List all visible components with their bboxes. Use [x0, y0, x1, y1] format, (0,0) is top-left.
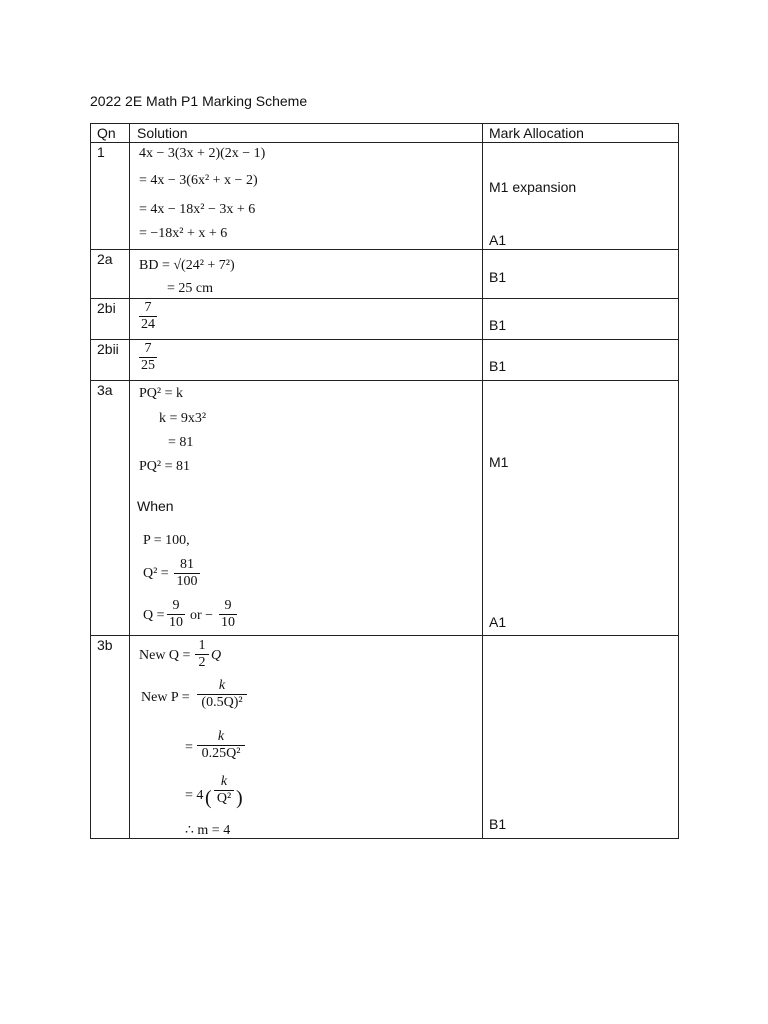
q3b-newq-lhs: New Q =: [139, 648, 191, 663]
q3a-line1: PQ² = k: [139, 386, 183, 401]
q3a-line5: P = 100,: [143, 533, 190, 548]
q2bi-mark: B1: [489, 317, 507, 333]
q3a-line4: PQ² = 81: [139, 459, 190, 474]
q3b-newp-lhs: New P =: [141, 690, 190, 705]
q1-line4: = −18x² + x + 6: [139, 226, 228, 241]
q2bii-denominator: 25: [141, 358, 155, 373]
header-qn: Qn: [97, 125, 116, 141]
q3b-eq2-denominator: 0.25Q²: [201, 746, 241, 761]
q3a-line3: = 81: [168, 435, 194, 450]
q3a-q2-fraction: [174, 557, 200, 590]
qn-2bii: 2bii: [97, 341, 119, 357]
q1-line3: = 4x − 18x² − 3x + 6: [139, 202, 256, 217]
qn-3a: 3a: [97, 382, 113, 398]
document-title: 2022 2E Math P1 Marking Scheme: [90, 93, 308, 109]
q3b-eq3-fraction: [214, 774, 234, 807]
q1-mark-a1: A1: [489, 232, 507, 248]
qn-1: 1: [97, 144, 105, 160]
q3a-q-denominator-2: 10: [221, 615, 235, 630]
q3a-q2-denominator: 100: [176, 574, 198, 589]
q3a-mark-a1: A1: [489, 614, 507, 630]
q2bi-numerator: 7: [144, 300, 152, 315]
q3b-eq3-numerator: k: [220, 774, 228, 789]
q3b-newq-rhs: Q: [211, 648, 222, 663]
q2a-mark: B1: [489, 269, 507, 285]
q3b-newp-fraction: [197, 678, 247, 711]
qn-2a: 2a: [97, 251, 113, 267]
q3a-q-lhs: Q =: [143, 608, 165, 623]
q3b-newq-fraction: [195, 638, 209, 671]
q2bii-numerator: 7: [144, 341, 152, 356]
q3b-newp-denominator: (0.5Q)²: [201, 695, 243, 710]
q2bii-mark: B1: [489, 358, 507, 374]
q3a-q2-numerator: 81: [180, 557, 194, 572]
q2bii-fraction: [139, 341, 157, 374]
qn-3b: 3b: [97, 637, 113, 653]
q3a-or: or −: [190, 608, 214, 623]
q1-line1: 4x − 3(3x + 2)(2x − 1): [139, 146, 266, 161]
q3a-q-fraction-1: [167, 598, 185, 631]
q3a-mark-m1: M1: [489, 454, 509, 470]
q2a-line2: = 25 cm: [167, 281, 213, 296]
header-solution: Solution: [137, 125, 188, 141]
q2bi-fraction: [139, 300, 157, 333]
q3b-conclusion: ∴ m = 4: [185, 823, 231, 838]
q3b-mark: B1: [489, 816, 507, 832]
q3a-when: When: [137, 498, 174, 514]
qn-2bi: 2bi: [97, 300, 116, 316]
q3b-eq2-lhs: =: [185, 740, 193, 755]
q3b-eq3-denominator: Q²: [216, 791, 232, 806]
q3b-newq-denominator: 2: [198, 655, 206, 670]
q1-line2: = 4x − 3(6x² + x − 2): [139, 173, 258, 188]
q1-mark-expansion: M1 expansion: [489, 179, 577, 195]
q3a-q-denominator-1: 10: [169, 615, 183, 630]
q3b-newp-numerator: k: [218, 678, 226, 693]
q3a-q-numerator-1: 9: [172, 598, 180, 613]
q3a-q2-lhs: Q² =: [143, 566, 169, 581]
q2bi-denominator: 24: [141, 317, 155, 332]
q3b-newq-numerator: 1: [198, 638, 206, 653]
q3a-q-fraction-2: [219, 598, 237, 631]
q3b-eq3-lhs: = 4: [185, 788, 204, 803]
q3b-eq2-fraction: [197, 729, 245, 762]
q3a-q-numerator-2: 9: [224, 598, 232, 613]
q3b-eq2-numerator: k: [217, 729, 225, 744]
q2a-line1: BD = √(24² + 7²): [139, 258, 235, 273]
header-mark-allocation: Mark Allocation: [489, 125, 584, 141]
q3a-line2: k = 9x3²: [159, 411, 207, 426]
